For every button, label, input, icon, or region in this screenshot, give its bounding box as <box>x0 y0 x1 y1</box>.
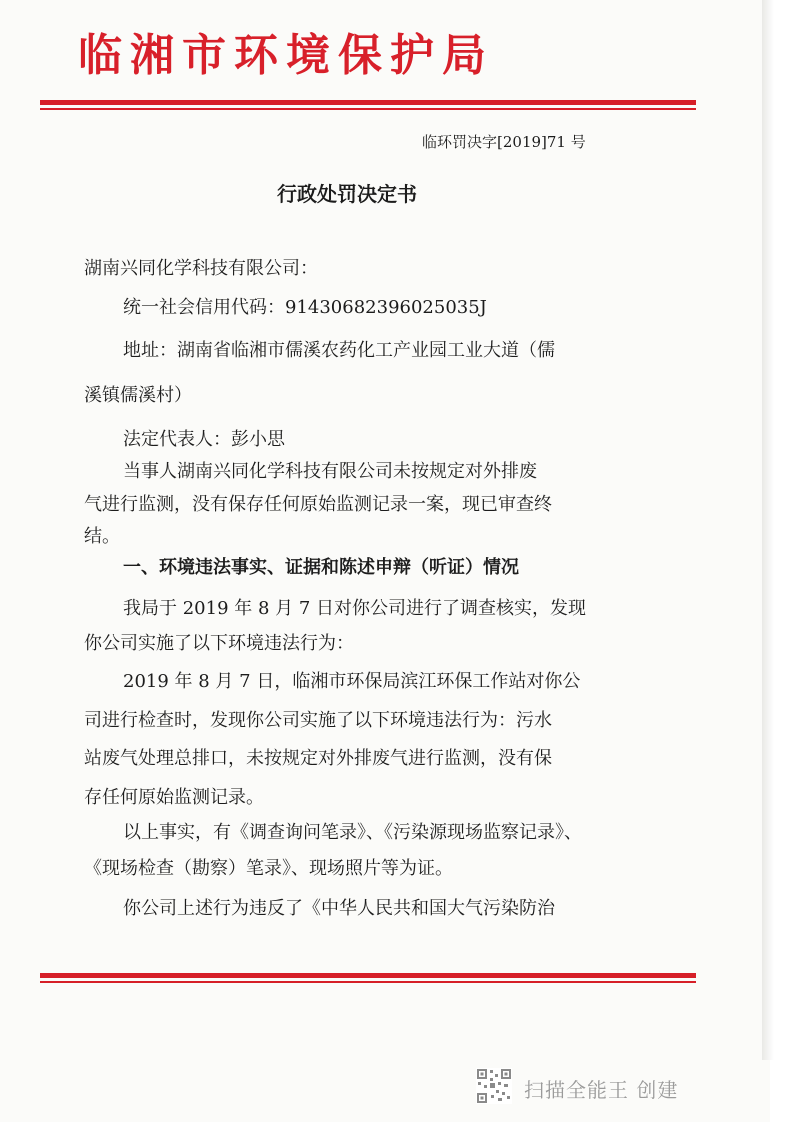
body-line: 站废气处理总排口，未按规定对外排废气进行监测，没有保 <box>84 748 552 769</box>
document-title: 行政处罚决定书 <box>277 182 417 206</box>
agency-masthead: 临湘市环境保护局 <box>78 30 494 81</box>
footer-rule-thick <box>40 973 696 978</box>
body-line: 你公司实施了以下环境违法行为： <box>84 633 354 654</box>
body-line: 当事人湖南兴同化学科技有限公司未按规定对外排废 <box>123 461 537 482</box>
body-line: 你公司上述行为违反了《中华人民共和国大气污染防治 <box>123 898 555 919</box>
credit-code-line: 统一社会信用代码：91430682396025035J <box>123 297 487 318</box>
legal-rep-line: 法定代表人：彭小思 <box>123 429 285 450</box>
body-line: 气进行监测，没有保存任何原始监测记录一案，现已审查终 <box>84 494 552 515</box>
body-line: 存任何原始监测记录。 <box>84 787 264 808</box>
body-line: 我局于 2019 年 8 月 7 日对你公司进行了调查核实，发现 <box>123 598 587 619</box>
body-line: 司进行检查时，发现你公司实施了以下环境违法行为：污水 <box>84 710 552 731</box>
address-line: 地址：湖南省临湘市儒溪农药化工产业园工业大道（儒 <box>123 340 555 361</box>
document-number: 临环罚决字[2019]71 号 <box>422 133 586 151</box>
qr-code-icon <box>476 1068 512 1104</box>
scanner-watermark <box>476 1068 736 1108</box>
body-line: 《现场检查（勘察）笔录》、现场照片等为证。 <box>84 858 453 879</box>
page-edge-shadow <box>762 0 774 1060</box>
section-heading: 一、环境违法事实、证据和陈述申辩（听证）情况 <box>123 557 519 578</box>
address-line-cont: 溪镇儒溪村） <box>84 385 192 406</box>
body-line: 以上事实，有《调查询问笔录》、《污染源现场监察记录》、 <box>123 822 582 843</box>
masthead-rule-thick <box>40 100 696 105</box>
addressee-line: 湖南兴同化学科技有限公司： <box>84 258 318 279</box>
body-line: 2019 年 8 月 7 日，临湘市环保局滨江环保工作站对你公 <box>123 671 581 692</box>
masthead-rule-thin <box>40 108 696 110</box>
footer-rule-thin <box>40 981 696 983</box>
watermark-text: 扫描全能王 创建 <box>524 1078 679 1102</box>
body-line: 结。 <box>84 526 120 547</box>
